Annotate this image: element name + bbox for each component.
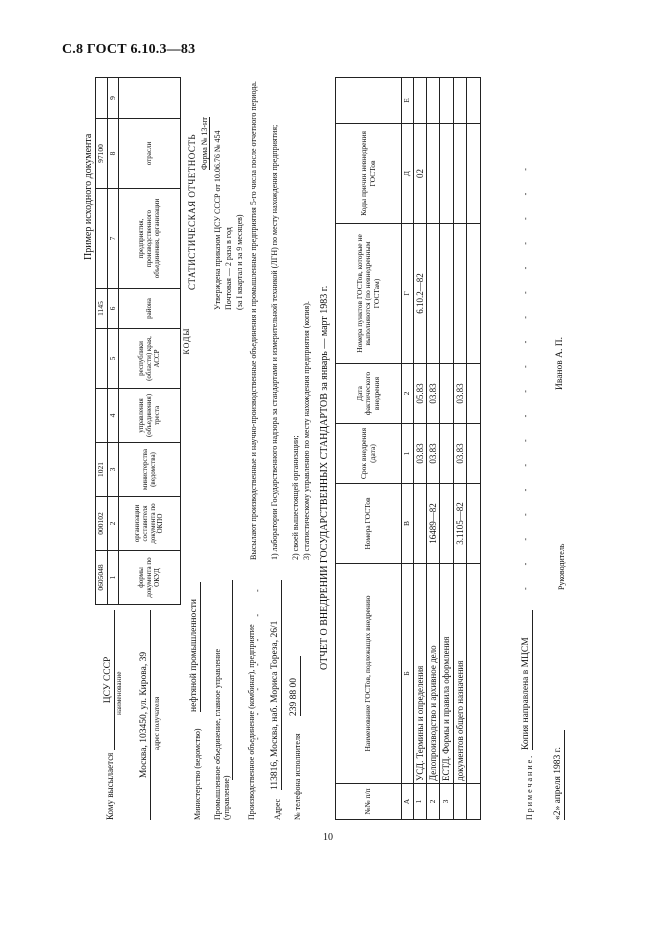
code-value-1: 0605048	[96, 551, 108, 605]
stat-item-2: 2) своей вышестоящей организации;	[291, 435, 300, 560]
page-number: 10	[323, 832, 333, 843]
stat-item-1: 1) лаборатории Государственного надзора за стандартами и измерительной техникой (ЛГН) по месту нахождения предприятия;	[270, 124, 279, 560]
row4-term: 03.83	[453, 424, 466, 484]
row2-e	[426, 78, 439, 124]
ministry-label: Министерство (ведомство)	[193, 728, 202, 820]
recipient-address: Москва, 103450, ул. Кирова, 39	[139, 610, 151, 820]
code-num-6: 6	[107, 289, 119, 329]
code-value-9	[96, 78, 108, 119]
codes-numbers-row	[107, 78, 119, 605]
row3-fact	[440, 364, 453, 424]
table-row	[453, 78, 466, 820]
row4-points	[453, 224, 466, 364]
letter-v: В	[402, 484, 414, 564]
code-header-8: отрасли	[119, 119, 181, 189]
row1-num: 1	[413, 784, 426, 820]
letter-2: 2	[402, 364, 414, 424]
col-header-gost: Номера ГОСТов	[336, 484, 402, 564]
codes-values-row	[96, 78, 108, 605]
code-value-4	[96, 389, 108, 443]
production-dots: - - - - - - -	[253, 579, 262, 740]
code-num-8: 8	[107, 119, 119, 189]
table-row	[440, 78, 453, 820]
col-header-fact: Дата фактического внедрения	[336, 364, 402, 424]
letter-b: Б	[402, 564, 414, 784]
row3-e	[440, 78, 453, 124]
note-dots: - - - - - - - - - - - - - - - - - -	[521, 158, 530, 590]
code-header-6: района	[119, 289, 181, 329]
row4-gost: 3.1105—82	[453, 484, 466, 564]
note-value: Копия направлена в МЦСМ	[521, 610, 533, 750]
code-header-2: организации составителя документа по ОКПО	[119, 497, 181, 551]
code-header-3: министерства (ведомства)	[119, 443, 181, 497]
row1-e	[413, 78, 426, 124]
row4-fact: 03.83	[453, 364, 466, 424]
row3-num: 3	[440, 784, 453, 820]
col-header-term: Срок внедрения (дата)	[336, 424, 402, 484]
row3-points	[440, 224, 453, 364]
recipient-name-caption: наименование	[115, 671, 123, 715]
code-num-9: 9	[107, 78, 119, 119]
row2-term: 03.83	[426, 424, 439, 484]
letter-d: Д	[402, 124, 414, 224]
col-header-name: Наименование ГОСТов, подлежащих внедрению	[336, 564, 402, 784]
row1-term: 03.83	[413, 424, 426, 484]
head-name: Иванов А. П.	[555, 337, 565, 390]
stat-period-line: (за I квартал и за 9 месяцев)	[235, 214, 244, 310]
table-row	[426, 78, 439, 820]
address-label: Адрес	[273, 798, 282, 820]
recipient-name: ЦСУ СССР	[103, 610, 115, 750]
stat-approved: Утверждена приказом ЦСУ СССР от 10.06.76 № 454	[213, 130, 222, 310]
production-label: Производственное объединение (комбинат), предприятие	[247, 624, 256, 820]
code-num-4: 4	[107, 389, 119, 443]
code-value-7	[96, 189, 108, 289]
col-header-e	[336, 78, 402, 124]
code-header-4: управления (объединения) треста	[119, 389, 181, 443]
standards-table	[335, 77, 481, 820]
report-title: ОТЧЕТ О ВНЕДРЕНИИ ГОСУДАРСТВЕННЫХ СТАНДАРТОВ за январь — март 1983 г.	[319, 285, 330, 670]
footer-date: «2» апреля 1983 г.	[553, 730, 565, 820]
stat-mail-line: Почтовая — 2 раза в год	[224, 227, 233, 310]
row3-gost	[440, 484, 453, 564]
codes-headers-row	[119, 78, 181, 605]
row2-gost: 16489—82	[426, 484, 439, 564]
head-label: Руководитель	[557, 543, 566, 590]
table-letters-row	[402, 78, 414, 820]
row1-code: 02	[413, 124, 426, 224]
row3-code	[440, 124, 453, 224]
codes-table	[95, 77, 192, 605]
recipient-address-caption: адрес получателя	[153, 696, 161, 750]
table-row	[467, 78, 481, 820]
col-header-codes: Коды причин невнедрения ГОСТов	[336, 124, 402, 224]
code-value-6: 1145	[96, 289, 108, 329]
code-num-5: 5	[107, 329, 119, 389]
example-title: Пример исходного документа	[83, 133, 94, 260]
page-header: С.8 ГОСТ 6.10.3—83	[62, 42, 196, 57]
code-value-5	[96, 329, 108, 389]
row2-fact: 03.83	[426, 364, 439, 424]
code-value-3: 1021	[96, 443, 108, 497]
row2-points	[426, 224, 439, 364]
phone-label: № телефона исполнителя	[293, 733, 302, 820]
letter-a: А	[402, 784, 414, 820]
row4-code	[453, 124, 466, 224]
row4-num	[453, 784, 466, 820]
code-value-2: 000102	[96, 497, 108, 551]
row4-name: документов общего назначения	[453, 564, 466, 784]
address-value: 113816, Москва, наб. Мориса Тореза, 26/1	[270, 580, 282, 790]
table-row	[413, 78, 426, 820]
row1-fact: 05.83	[413, 364, 426, 424]
code-header-7: предприятия, производственного объединения, организации	[119, 189, 181, 289]
stat-item-3: 3) статистическому управлению по месту нахождения предприятия (копия).	[302, 301, 311, 560]
table-header-row	[336, 78, 402, 820]
row1-gost	[413, 484, 426, 564]
code-value-8: 97100	[96, 119, 108, 189]
row2-code	[426, 124, 439, 224]
letter-1: 1	[402, 424, 414, 484]
stat-title: СТАТИСТИЧЕСКАЯ ОТЧЕТНОСТЬ	[187, 134, 197, 290]
col-header-num: №№ п/п	[336, 784, 402, 820]
industrial-label: Промышленное объединение, главное управление (управление)	[213, 648, 232, 820]
row2-num: 2	[426, 784, 439, 820]
note-label: Примечание.	[525, 753, 534, 820]
code-num-2: 2	[107, 497, 119, 551]
ministry-value: нефтяной промышленности	[189, 582, 201, 712]
code-num-3: 3	[107, 443, 119, 497]
code-header-9	[119, 78, 181, 119]
codes-footer: КОДЫ	[182, 327, 192, 355]
row3-term	[440, 424, 453, 484]
row2-name: Делопроизводство и архивное дело	[426, 564, 439, 784]
phone-value: 239 88 00	[289, 656, 301, 716]
stat-send-intro: Высылают производственные и научно-производственные объединения и промышленные предприятия 5-го числа после отчетного периода.	[249, 81, 258, 560]
recipient-label: Кому высылается	[105, 752, 115, 820]
row4-e	[453, 78, 466, 124]
rotated-form	[77, 78, 582, 820]
code-header-1: формы документа по ОКУД	[119, 551, 181, 605]
industrial-line	[232, 580, 233, 780]
col-header-points: Номера пунктов ГОСТов, которые не выполняются (по невнедренным ГОСТам)	[336, 224, 402, 364]
code-header-5: республики (области) края, АССР	[119, 329, 181, 389]
row1-points: 6.10.2—82	[413, 224, 426, 364]
row3-name: ЕСТД. Формы и правила оформления	[440, 564, 453, 784]
stat-form-line: Форма № 13-нт	[200, 117, 209, 170]
code-num-1: 1	[107, 551, 119, 605]
letter-e: Е	[402, 78, 414, 124]
code-num-7: 7	[107, 189, 119, 289]
row1-name: УСД. Термины и определения	[413, 564, 426, 784]
letter-g: Г	[402, 224, 414, 364]
